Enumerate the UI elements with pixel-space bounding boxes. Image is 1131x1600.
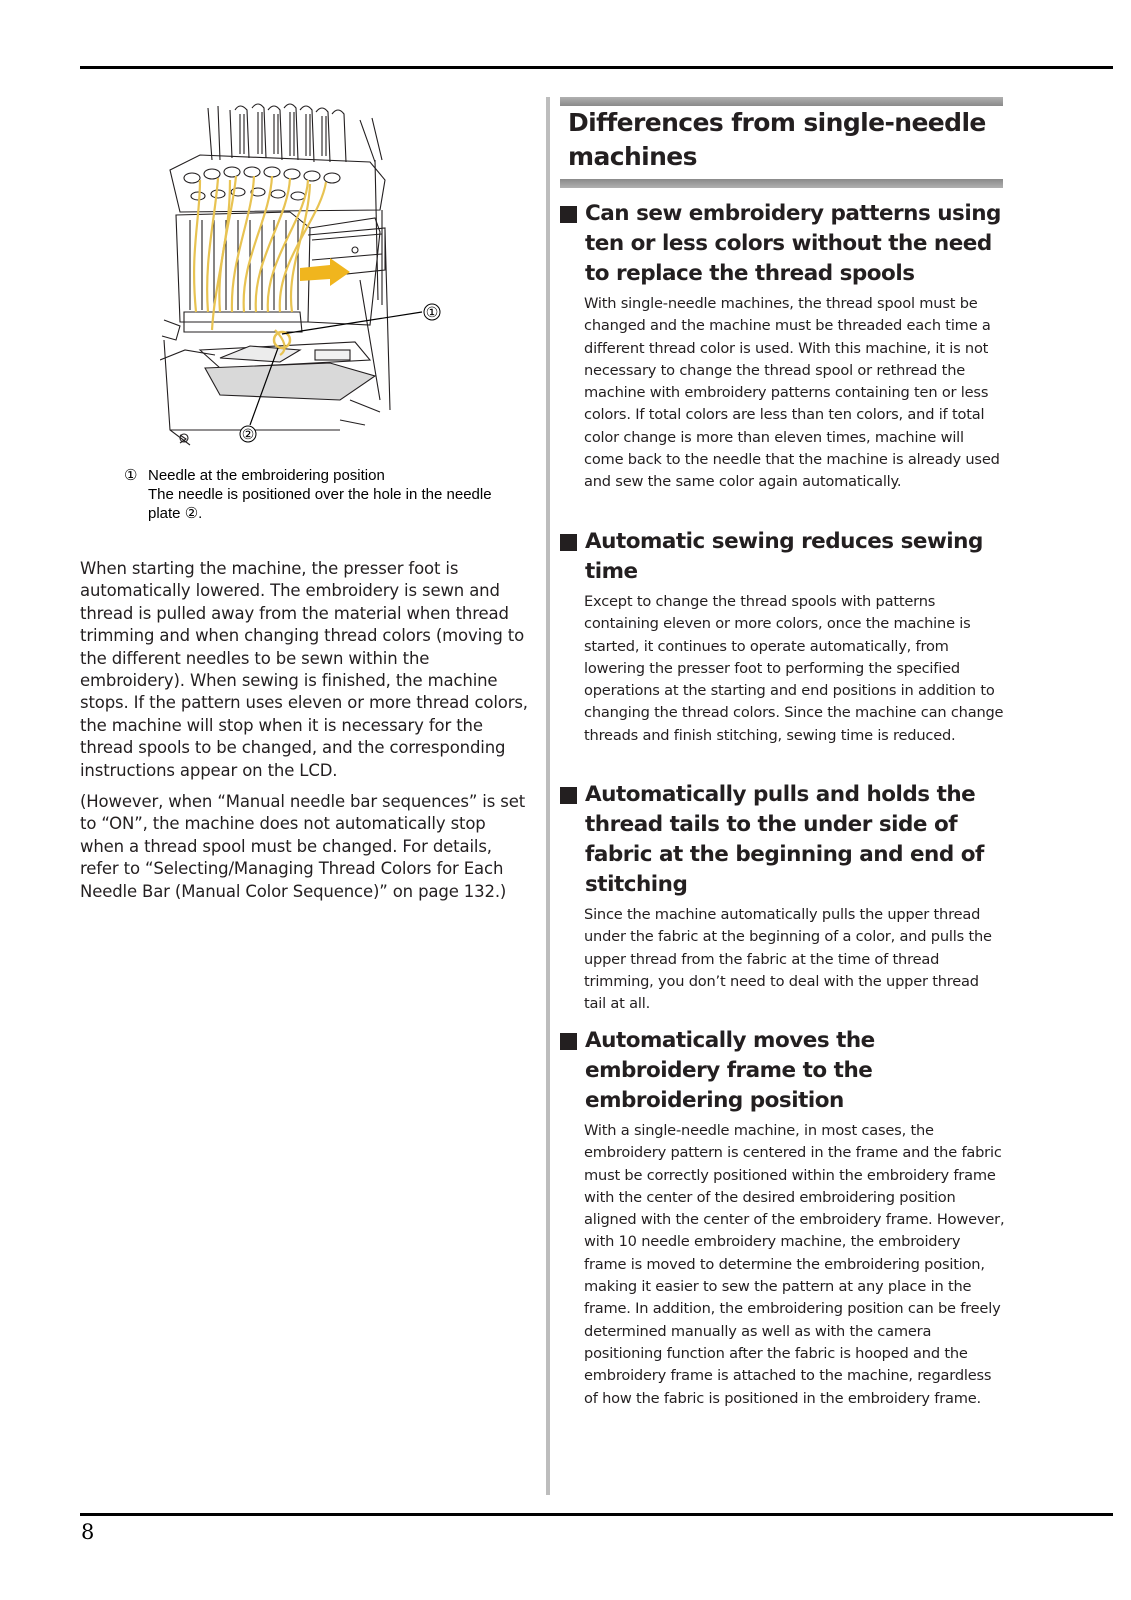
feature-text: Except to change the thread spools with patterns containing eleven or more colors, once the machine is started, it continues to operate automatically, from lowering the presser foot to performing the specified operations at the starting and end positions in addition to changing the thread colors. Since the machine can change threads and finish stitching, sewing time is reduced. xyxy=(584,593,1004,744)
feature-block xyxy=(560,199,1005,494)
section-bar-top xyxy=(560,97,1003,106)
page-number: 8 xyxy=(81,1520,95,1544)
feature-heading-text: Automatically pulls and holds the thread tails to the under side of fabric at the beginning and end of stitching xyxy=(585,782,984,897)
left-body-text xyxy=(80,558,530,912)
feature-text: With single-needle machines, the thread spool must be changed and the machine must be threaded each time a different thread color is used. With this machine, it is not necessary to change the thread spool or rethread the machine with embroidery patterns containing ten or less colors. If total colors are less than ten colors, and if total color change is more than eleven times, machine will come back to the needle that the machine is already used and sew the same color again automatically. xyxy=(584,295,1000,491)
bullet-square-icon xyxy=(560,206,577,223)
feature-block xyxy=(560,527,1005,747)
bullet-square-icon xyxy=(560,1033,577,1050)
feature-heading-text: Automatically moves the embroidery frame to the embroidering position xyxy=(585,1028,875,1113)
callout-title: Needle at the embroidering position xyxy=(148,467,385,484)
callout-description: The needle is positioned over the hole in the needle plate ②. xyxy=(148,486,492,522)
feature-text: Since the machine automatically pulls the upper thread under the fabric at the beginning of a color, and pulls the upper thread from the fabric at the time of thread trimming, you don’t need to deal with the upper thread tail at all. xyxy=(584,906,992,1013)
feature-text: With a single-needle machine, in most cases, the embroidery pattern is centered in the frame and the fabric must be correctly positioned within the embroidery frame with the center of the desired embroidering position aligned with the center of the embroidery frame. However, with 10 needle embroidery machine, the embroidery frame is moved to determine the embroidering position, making it easier to sew the pattern at any place in the frame. In addition, the embroidering position can be freely determined manually as well as with the camera positioning function after the fabric is hooped and the embroidery frame is attached to the machine, regardless of how the fabric is positioned in the embroidery frame. xyxy=(584,1122,1005,1407)
marker-2: ② xyxy=(241,426,255,442)
feature-block xyxy=(560,780,1005,1015)
paragraph: (However, when “Manual needle bar sequences” is set to “ON”, the machine does not automatically stop when a thread spool must be changed. For details, refer to “Selecting/Managing Thread Colors for Each Needle Bar (Manual Color Sequence)” on page 132.) xyxy=(80,792,526,901)
section-title: Differences from single-needle machines xyxy=(568,108,986,171)
feature-heading-text: Automatic sewing reduces sewing time xyxy=(585,529,983,584)
section-bar-bottom xyxy=(560,179,1003,188)
feature-heading xyxy=(560,199,1005,289)
callout-marker: ① xyxy=(124,467,138,484)
bullet-square-icon xyxy=(560,787,577,804)
marker-1: ① xyxy=(425,304,439,320)
figure-callout xyxy=(124,466,504,523)
bottom-rule xyxy=(80,1513,1113,1516)
feature-heading-text: Can sew embroidery patterns using ten or less colors without the need to replace the thread spools xyxy=(585,201,1001,286)
bullet-square-icon xyxy=(560,534,577,551)
feature-heading xyxy=(560,527,1005,587)
machine-illustration xyxy=(160,100,450,460)
top-rule xyxy=(80,66,1113,69)
feature-heading xyxy=(560,1026,1005,1116)
column-divider xyxy=(546,97,550,1495)
paragraph: When starting the machine, the presser foot is automatically lowered. The embroidery is sewn and thread is pulled away from the material when thread trimming and when changing thread colors (moving to the different needles to be sewn within the embroidery). When sewing is finished, the machine stops. If the pattern uses eleven or more thread colors, the machine will stop when it is necessary for the thread spools to be changed, and the corresponding instructions appear on the LCD. xyxy=(80,559,528,780)
feature-heading xyxy=(560,780,1005,900)
feature-block xyxy=(560,1026,1005,1410)
